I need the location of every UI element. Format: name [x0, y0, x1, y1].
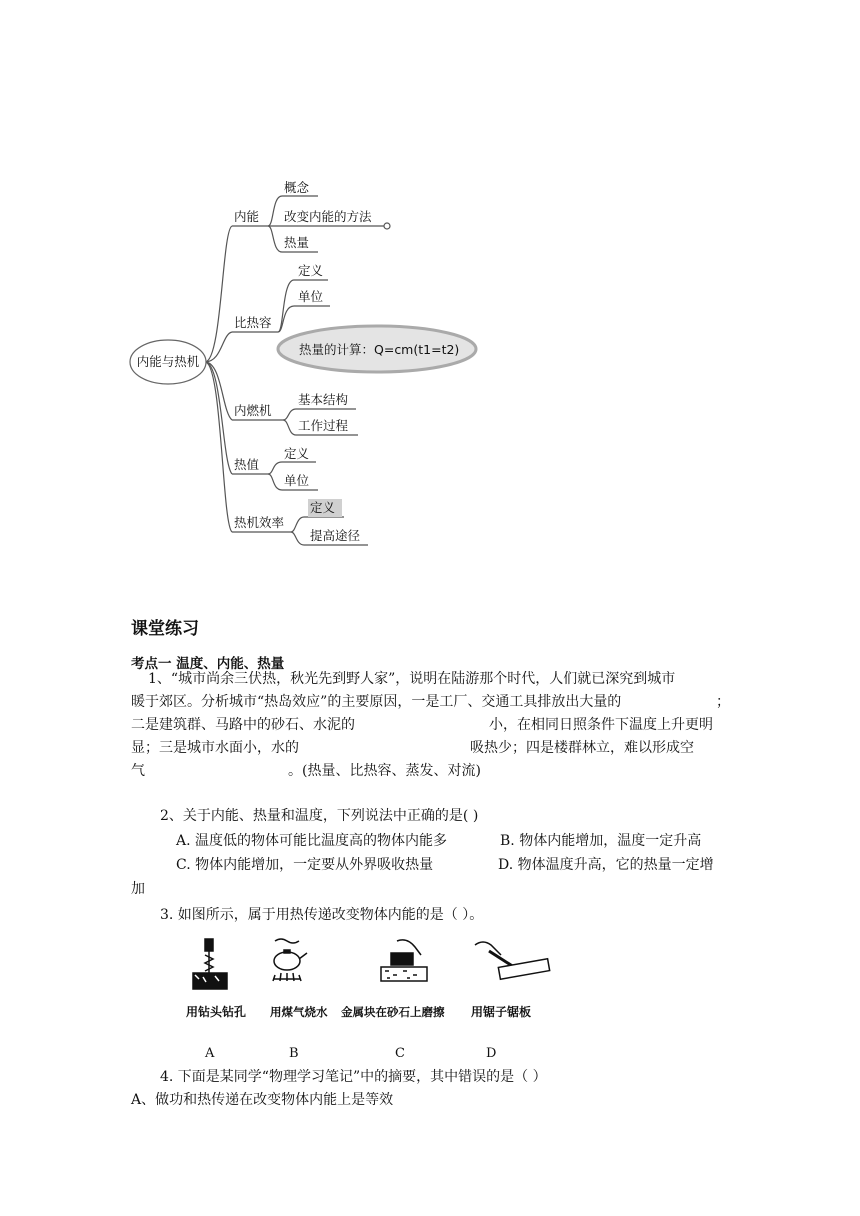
- mindmap-root: 内能与热机: [136, 354, 200, 369]
- svg-text:概念: 概念: [284, 180, 310, 195]
- q2-option-d: D. 物体温度升高，它的热量一定增: [498, 857, 714, 873]
- q4-stem: 4. 下面是某同学“物理学习笔记”中的摘要，其中错误的是（ ）: [160, 1069, 547, 1085]
- q3-figure: [185, 935, 555, 1003]
- q3-caption: 用钻头钻孔: [186, 1005, 247, 1019]
- section-title: 课堂练习: [131, 619, 199, 639]
- q3-caption: 用煤气烧水: [270, 1005, 328, 1019]
- q3-stem: 3. 如图所示，属于用热传递改变物体内能的是（ ）。: [160, 907, 484, 923]
- branch-label: 热机效率: [234, 515, 285, 530]
- svg-text:基本结构: 基本结构: [298, 392, 349, 407]
- q1-line: 二是建筑群、马路中的砂石、水泥的: [131, 717, 355, 733]
- svg-text:热量: 热量: [284, 235, 310, 250]
- svg-text:工作过程: 工作过程: [298, 418, 349, 433]
- q1-line: 暖于郊区。分析城市“热岛效应”的主要原因，一是工厂、交通工具排放出大量的: [131, 694, 622, 710]
- q3-caption: 金属块在砂石上磨擦: [341, 1005, 445, 1019]
- q3-option-letter: D: [486, 1046, 497, 1061]
- kettle-illustration: [273, 939, 307, 981]
- mind-map: [0, 0, 860, 600]
- q1-line: 气: [131, 763, 145, 779]
- svg-text:定义: 定义: [298, 263, 324, 278]
- branch-label: 内能: [234, 209, 260, 224]
- q2-option-a: A. 温度低的物体可能比温度高的物体内能多: [176, 833, 448, 849]
- svg-text:单位: 单位: [284, 473, 310, 488]
- q3-option-letter: B: [289, 1046, 299, 1061]
- q1-line: 显；三是城市水面小，水的: [131, 740, 299, 756]
- q1-line: 1、“城市尚余三伏热，秋光先到野人家”，说明在陆游那个时代，人们就已深究到城市: [148, 671, 676, 687]
- svg-text:定义: 定义: [284, 446, 310, 461]
- q2-option-c: C. 物体内能增加，一定要从外界吸收热量: [176, 857, 434, 873]
- svg-text:提高途径: 提高途径: [310, 528, 361, 543]
- svg-text:改变内能的方法: 改变内能的方法: [284, 209, 372, 224]
- q3-option-letter: A: [205, 1046, 215, 1061]
- q2-stem: 2、关于内能、热量和温度，下列说法中正确的是( ): [160, 808, 479, 824]
- q4-option-a: A、做功和热传递在改变物体内能上是等效: [131, 1092, 394, 1108]
- svg-text:定义: 定义: [310, 500, 336, 515]
- branch-label: 比热容: [234, 315, 272, 330]
- branch-label: 热值: [234, 457, 260, 472]
- q2-option-b: B. 物体内能增加，温度一定升高: [500, 833, 702, 849]
- branch-label: 内燃机: [234, 403, 272, 418]
- q3-caption: 用锯子锯板: [471, 1005, 532, 1019]
- drill-illustration: [193, 939, 227, 989]
- saw-illustration: [475, 942, 550, 979]
- q3-option-letter: C: [395, 1046, 405, 1061]
- topic-heading: 考点一 温度、内能、热量: [131, 656, 285, 672]
- metal-block-illustration: [381, 940, 427, 981]
- svg-text:单位: 单位: [298, 289, 324, 304]
- highlight-leaf: 热量的计算：Q=cm(t1=t2): [299, 342, 460, 357]
